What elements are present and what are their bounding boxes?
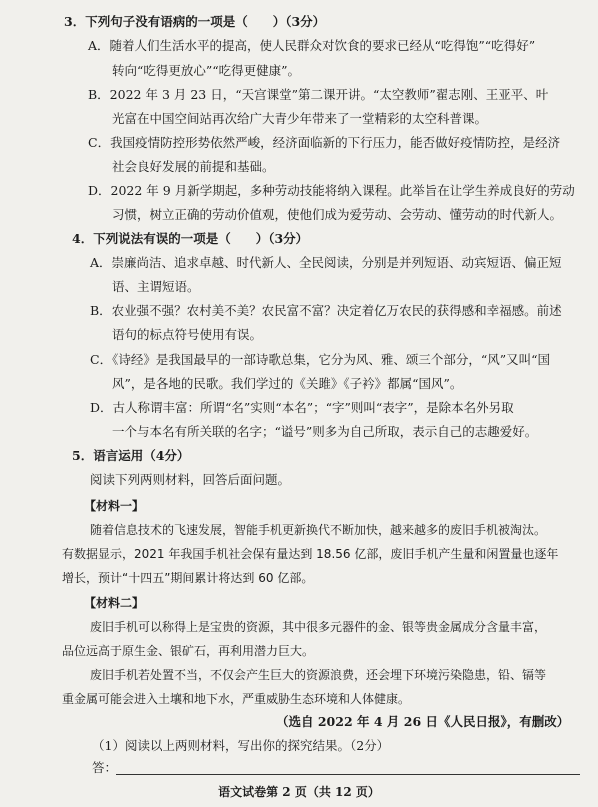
- q4-option-a-line1: A．崇廉尚洁、追求卓越、时代新人、全民阅读，分别是并列短语、动宾短语、偏正短: [90, 255, 562, 270]
- material-one-line2: 有数据显示，2021 年我国手机社会保有量达到 18.56 亿部，废旧手机产生量和闲置量也逐年: [62, 547, 559, 561]
- material-two-title: 【材料二】: [84, 596, 145, 610]
- material-two-line3: 废旧手机若处置不当，不仅会产生巨大的资源浪费，还会埋下环境污染隐患，铅、镉等: [90, 668, 547, 682]
- material-two-line1: 废旧手机可以称得上是宝贵的资源，其中很多元器件的金、银等贵金属成分含量丰富，: [90, 620, 547, 634]
- q4-option-a-line2: 语、主谓短语。: [112, 279, 200, 294]
- q4-option-d-line2: 一个与本名有所关联的名字；“谥号”则多为自己所取，表示自己的志趣爱好。: [112, 424, 538, 439]
- q4-option-b-line2: 语句的标点符号使用有误。: [112, 327, 263, 342]
- q3-option-d-line1: D．2022 年 9 月新学期起，多种劳动技能将纳入课程。此举旨在让学生养成良好的劳动: [88, 183, 575, 198]
- q3-option-d-line2: 习惯，树立正确的劳动价值观，使他们成为爱劳动、会劳动、懂劳动的时代新人。: [112, 207, 563, 222]
- q5-sub-question-1: （1）阅读以上两则材料，写出你的探究结果。（2分）: [92, 738, 390, 753]
- q4-stem: 4．下列说法有误的一项是（ ）（3分）: [72, 231, 309, 246]
- material-one-title: 【材料一】: [84, 499, 145, 513]
- q3-stem: 3．下列句子没有语病的一项是（ ）（3分）: [64, 14, 326, 29]
- material-one-line3: 增长，预计“十四五”期间累计将达到 60 亿部。: [62, 571, 314, 585]
- q4-option-b-line1: B．农业强不强？农村美不美？农民富不富？决定着亿万农民的获得感和幸福感。前述: [90, 303, 562, 318]
- q4-option-c-line2: 风”，是各地的民歌。我们学过的《关雎》《子衿》都属“国风”。: [112, 376, 463, 391]
- q3-option-a-line1: A．随着人们生活水平的提高，使人民群众对饮食的要求已经从“吃得饱”“吃得好”: [88, 38, 536, 53]
- page-footer: 语文试卷第 2 页（共 12 页）: [218, 785, 380, 799]
- material-one-line1: 随着信息技术的飞速发展，智能手机更新换代不断加快，越来越多的废旧手机被淘汰。: [90, 523, 547, 537]
- answer-line-1[interactable]: [116, 774, 580, 775]
- q4-option-d-line1: D．古人称谓丰富：所谓“名”实则“本名”；“字”则叫“表字”，是除本名外另取: [90, 400, 514, 415]
- q5-stem: 5．语言运用（4分）: [72, 448, 190, 463]
- q3-option-b-line1: B．2022 年 3 月 23 日，“天宫课堂”第二课开讲。“太空教师”翟志刚、王亚平、叶: [88, 87, 549, 102]
- q3-option-c-line2: 社会良好发展的前提和基础。: [112, 159, 275, 174]
- q3-option-b-line2: 光富在中国空间站再次给广大青少年带来了一堂精彩的太空科普课。: [112, 111, 488, 126]
- material-two-line4: 重金属可能会进入土壤和地下水，严重威胁生态环境和人体健康。: [62, 692, 411, 706]
- answer-label: 答：: [92, 760, 118, 775]
- q3-option-c-line1: C．我国疫情防控形势依然严峻，经济面临新的下行压力，能否做好疫情防控，是经济: [88, 135, 561, 150]
- material-two-line2: 品位远高于原生金、银矿石，再利用潜力巨大。: [62, 644, 315, 658]
- source-citation: （选自 2022 年 4 月 26 日《人民日报》，有删改）: [276, 714, 570, 729]
- q3-option-a-line2: 转向“吃得更放心”“吃得更健康”。: [112, 63, 301, 78]
- q4-option-c-line1: C．《诗经》是我国最早的一部诗歌总集，它分为风、雅、颂三个部分，“风”又叫“国: [90, 352, 550, 367]
- q5-intro: 阅读下列两则材料，回答后面问题。: [90, 472, 291, 487]
